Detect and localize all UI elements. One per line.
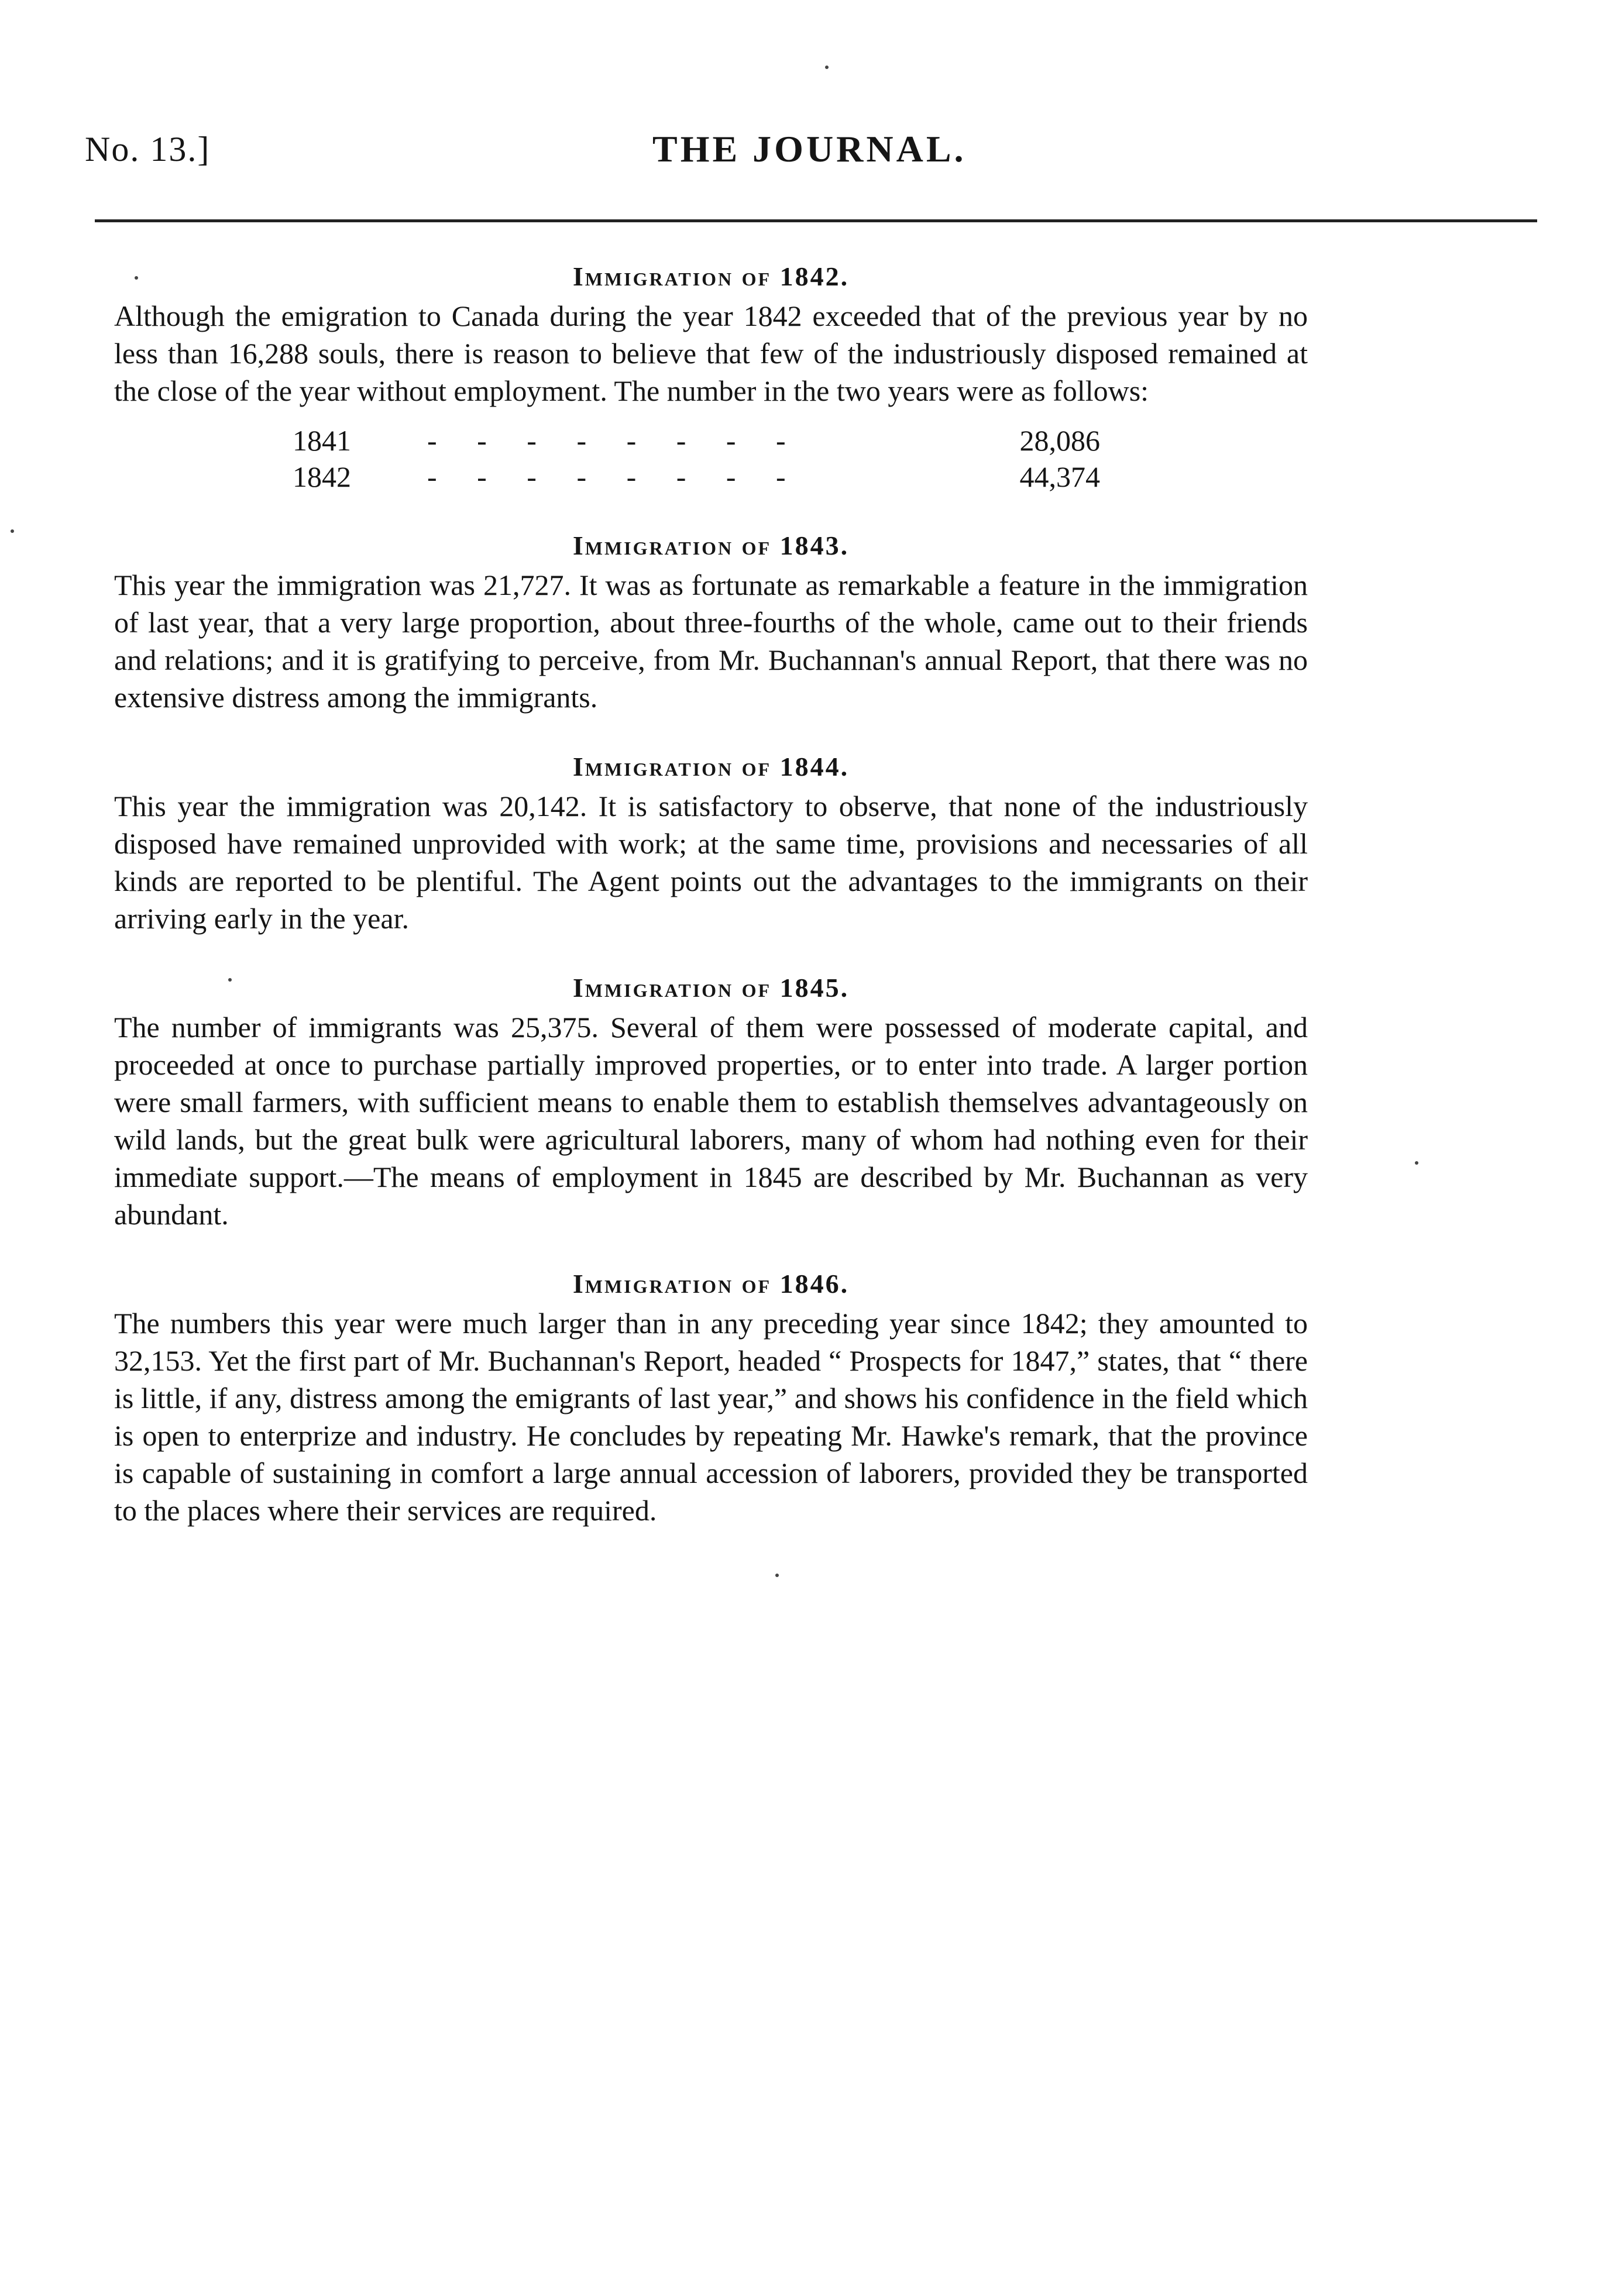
issue-number: No. 13.] bbox=[85, 130, 211, 168]
journal-title: THE JOURNAL. bbox=[652, 128, 967, 170]
running-head bbox=[85, 120, 1536, 178]
table-year: 1842 bbox=[293, 460, 351, 493]
table-row bbox=[293, 459, 1100, 495]
section-heading: Immigration of 1843. bbox=[572, 531, 850, 560]
section-paragraph: This year the immigration was 21,727. It was as fortunate as remarkable a feature in the immigration of last year, that a very large proportion, about three-fourths of the whole, came out to their friends and relations; and it is gratifying to perceive, from Mr. Buchannan's annual Report, that there was no extensive distress among the immigrants. bbox=[114, 569, 1308, 714]
scan-speck bbox=[11, 529, 14, 533]
scan-speck bbox=[1415, 1161, 1418, 1165]
scan-speck bbox=[775, 1574, 779, 1577]
section-immigration-1843 bbox=[114, 525, 1308, 716]
table-leader: - - - - - - - - bbox=[427, 424, 802, 457]
section-heading: Immigration of 1846. bbox=[572, 1269, 850, 1299]
section-paragraph: This year the immigration was 20,142. It is satisfactory to observe, that none of the industriously disposed have remained unprovided with work; at the same time, provisions and necessaries of all kinds are reported to be plentiful. The Agent points out the advantages to the immigrants on their arriving early in the year. bbox=[114, 790, 1308, 935]
immigrant-count-table bbox=[293, 422, 1100, 495]
scan-speck bbox=[825, 66, 829, 69]
article-body bbox=[114, 256, 1308, 1529]
section-immigration-1846 bbox=[114, 1264, 1308, 1529]
section-heading: Immigration of 1845. bbox=[572, 973, 850, 1003]
scan-speck bbox=[135, 276, 138, 280]
table-row bbox=[293, 422, 1100, 459]
section-immigration-1844 bbox=[114, 746, 1308, 937]
table-year: 1841 bbox=[293, 424, 351, 457]
section-heading: Immigration of 1844. bbox=[572, 752, 850, 782]
section-immigration-1845 bbox=[114, 968, 1308, 1233]
section-paragraph: The number of immigrants was 25,375. Several of them were possessed of moderate capital, and proceeded at once to purchase partially improved properties, or to enter into trade. A larger portion were small farmers, with sufficient means to enable them to establish themselves advantageously on wild lands, but the great bulk were agricultural laborers, many of whom had nothing even for their immediate support.—The means of employment in 1845 are described by Mr. Buchannan as very abundant. bbox=[114, 1011, 1308, 1231]
section-heading: Immigration of 1842. bbox=[572, 261, 850, 291]
header-rule bbox=[95, 219, 1537, 222]
table-leader: - - - - - - - - bbox=[427, 460, 802, 493]
table-count: 28,086 bbox=[1019, 424, 1100, 457]
section-paragraph: Although the emigration to Canada during the year 1842 exceeded that of the previous year by no less than 16,288 souls, there is reason to believe that few of the industriously disposed remained at the close of the year without employment. The number in the two years were as follows: bbox=[114, 300, 1308, 407]
table-count: 44,374 bbox=[1019, 460, 1100, 493]
scan-speck bbox=[228, 978, 232, 982]
section-paragraph: The numbers this year were much larger than in any preceding year since 1842; they amounted to 32,153. Yet the first part of Mr. Buchannan's Report, headed “ Prospects for 1847,” states, that “ there is little, if any, distress among the emigrants of last year,” and shows his confidence in the field which is open to enterprize and industry. He concludes by repeating Mr. Hawke's remark, that the province is capable of sustaining in comfort a large annual accession of laborers, provided they be transported to the places where their services are required. bbox=[114, 1307, 1308, 1527]
section-immigration-1842 bbox=[114, 256, 1308, 495]
